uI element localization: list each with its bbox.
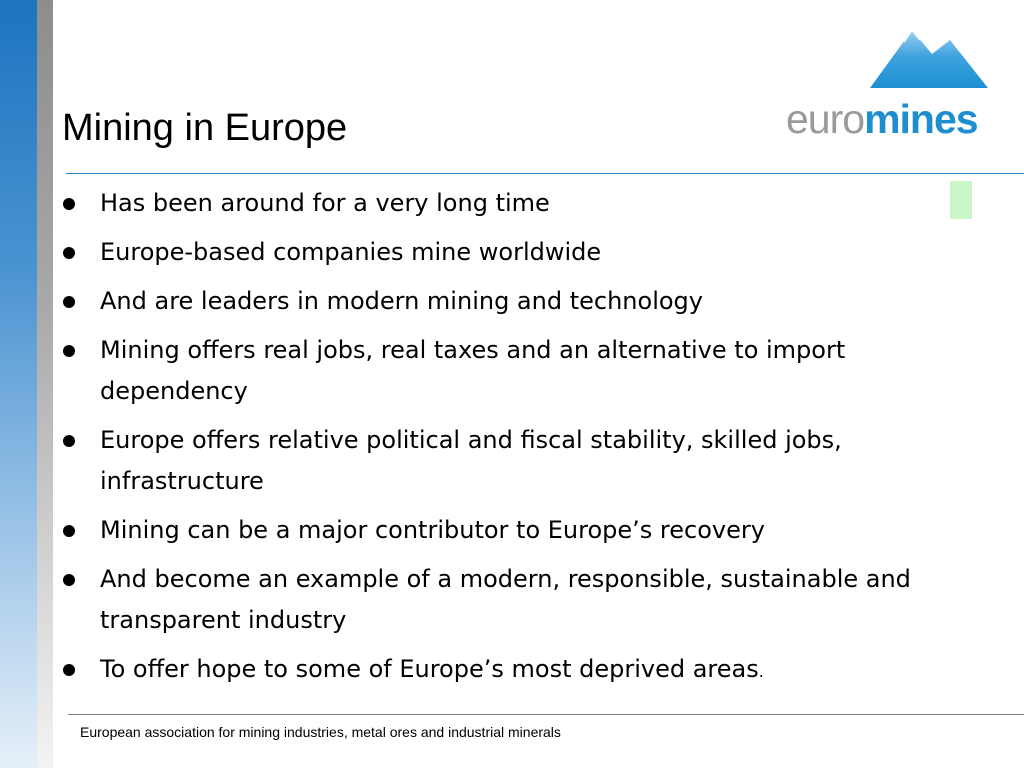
bullet-item xyxy=(60,510,980,551)
bullet-text: And are leaders in modern mining and technology xyxy=(100,287,703,315)
title-divider xyxy=(66,173,1024,174)
bullet-text: Mining offers real jobs, real taxes and an alternative to import dependency xyxy=(100,336,846,405)
logo-mines-text: mines xyxy=(864,96,978,142)
bullet-item xyxy=(60,649,980,692)
slide-title: Mining in Europe xyxy=(62,107,348,149)
footer-divider xyxy=(68,714,1024,715)
logo-euro-text: euro xyxy=(786,96,865,142)
footer-text: European association for mining industries, metal ores and industrial minerals xyxy=(80,724,561,740)
bullet-item xyxy=(60,559,980,641)
bullet-item xyxy=(60,281,980,322)
bullet-text: Europe-based companies mine worldwide xyxy=(100,238,602,266)
bullet-text: Has been around for a very long time xyxy=(100,189,550,217)
bullet-item xyxy=(60,232,980,273)
bullet-text: Mining can be a major contributor to Europe’s recovery xyxy=(100,516,765,544)
bullet-item xyxy=(60,330,980,412)
bullet-list xyxy=(60,183,980,700)
bullet-item xyxy=(60,420,980,502)
left-gray-band xyxy=(37,0,53,768)
bullet-text: Europe offers relative political and fiscal stability, skilled jobs, infrastructure xyxy=(100,426,842,495)
bullet-trailing-period: . xyxy=(758,662,764,681)
logo-wordmark xyxy=(786,97,978,141)
left-blue-band xyxy=(0,0,37,768)
euromines-logo xyxy=(784,24,996,142)
bullet-item xyxy=(60,183,980,224)
bullet-text: To offer hope to some of Europe’s most deprived areas xyxy=(100,655,759,683)
bullet-text: And become an example of a modern, responsible, sustainable and transparent industry xyxy=(100,565,911,634)
